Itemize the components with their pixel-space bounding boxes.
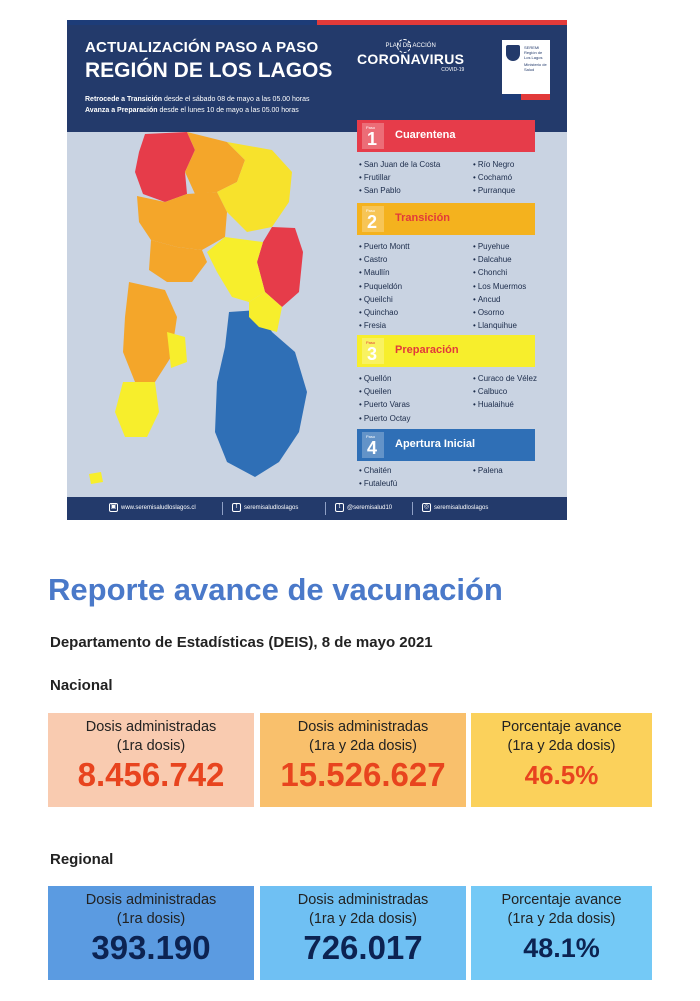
- phase-2-name: Transición: [395, 212, 451, 224]
- phase-1-list-right: • Río Negro • Cochamó • Purranque: [473, 158, 515, 198]
- phase-3-name: Preparación: [395, 344, 459, 356]
- report-title: Reporte avance de vacunación: [48, 572, 503, 607]
- phase-2-list-right: • Puyehue • Dalcahue • Chonchi • Los Muermos • Ancud • Osorno • Llanquihue: [473, 240, 526, 332]
- plan-coronavirus-logo: PLAN DE ACCIÓN CORONAVIRUS COVID-19: [357, 43, 465, 73]
- phase-4-name: Apertura Inicial: [395, 438, 476, 450]
- regional-percentage-value: 48.1%: [523, 933, 600, 963]
- phase-2-banner: Paso 2 Transición: [357, 203, 535, 235]
- map-zone-blue-south: [215, 310, 307, 477]
- phase-4-list-right: • Palena: [473, 464, 503, 477]
- map-zone-islands-yellow: [167, 332, 187, 368]
- phase-1-banner: Paso 1 Cuarentena: [357, 120, 535, 152]
- regional-percentage-box: Porcentaje avance (1ra y 2da dosis) 48.1%: [471, 886, 652, 980]
- coat-of-arms-icon: [506, 45, 520, 61]
- regional-label: Regional: [50, 851, 114, 868]
- poster-title-line2: REGIÓN DE LOS LAGOS: [85, 59, 333, 82]
- government-logo: SEREMI Región de Los Lagos Ministerio de Salud: [502, 40, 550, 100]
- phase-3-list-right: • Curaco de Vélez • Calbuco • Hualaihué: [473, 372, 537, 412]
- footer-website[interactable]: ▣ www.seremisaludloslagos.cl: [110, 504, 196, 511]
- map-zone-orange-mid: [137, 192, 227, 250]
- regional-first-dose-value: 393.190: [91, 929, 211, 966]
- phase-1-list-left: • San Juan de la Costa • Frutillar • San Pablo: [359, 158, 440, 198]
- regional-both-doses-value: 726.017: [303, 929, 423, 966]
- nacional-first-dose-box: Dosis administradas (1ra dosis) 8.456.742: [48, 713, 254, 807]
- footer-instagram[interactable]: ◎ seremisaludloslagos: [423, 504, 489, 511]
- map-zone-chiloe-yellow: [115, 382, 159, 437]
- regional-both-doses-box: Dosis administradas (1ra y 2da dosis) 726.017: [260, 886, 466, 980]
- footer-facebook[interactable]: f seremisaludloslagos: [232, 503, 298, 512]
- phase-4-banner: Paso 4 Apertura Inicial: [357, 429, 535, 461]
- nacional-percentage-box: Porcentaje avance (1ra y 2da dosis) 46.5%: [471, 713, 652, 807]
- facebook-icon: f: [232, 503, 241, 512]
- nacional-both-doses-value: 15.526.627: [280, 756, 446, 793]
- region-map: [67, 132, 357, 497]
- nacional-label: Nacional: [50, 677, 113, 694]
- map-zone-islet: [89, 472, 103, 484]
- twitter-icon: t: [335, 503, 344, 512]
- phase-3-list-left: • Quellón • Queilen • Puerto Varas • Puerto Octay: [359, 372, 411, 425]
- infographic-poster: [67, 20, 567, 520]
- poster-subtitle-1: Retrocede a Transición desde el sábado 08 de mayo a las 05.00 horas: [85, 96, 310, 103]
- map-zone-red-north: [135, 132, 195, 202]
- map-zone-chiloe-orange: [123, 282, 177, 382]
- phase-4-list-left: • Chaitén • Futaleufú: [359, 464, 397, 490]
- regional-first-dose-box: Dosis administradas (1ra dosis) 393.190: [48, 886, 254, 980]
- nacional-percentage-value: 46.5%: [524, 760, 599, 790]
- instagram-icon: ◎: [423, 504, 430, 510]
- phase-3-banner: Paso 3 Preparación: [357, 335, 535, 367]
- footer-twitter[interactable]: t @seremisalud10: [335, 503, 392, 512]
- poster-header: [67, 25, 567, 132]
- poster-footer: [67, 497, 567, 520]
- phase-2-list-left: • Puerto Montt • Castro • Maullín • Puqueldón • Queilchi • Quinchao • Fresia: [359, 240, 410, 332]
- poster-title-line1: ACTUALIZACIÓN PASO A PASO: [85, 39, 319, 56]
- poster-subtitle-2: Avanza a Preparación desde el lunes 10 de mayo a las 05.00 horas: [85, 107, 299, 114]
- map-zone-yellow-mid: [207, 237, 265, 302]
- nacional-both-doses-box: Dosis administradas (1ra y 2da dosis) 15.526.627: [260, 713, 466, 807]
- report-subtitle: Departamento de Estadísticas (DEIS), 8 de mayo 2021: [50, 634, 433, 651]
- web-icon: ▣: [110, 504, 117, 510]
- phase-1-name: Cuarentena: [395, 129, 456, 141]
- nacional-first-dose-value: 8.456.742: [77, 756, 225, 793]
